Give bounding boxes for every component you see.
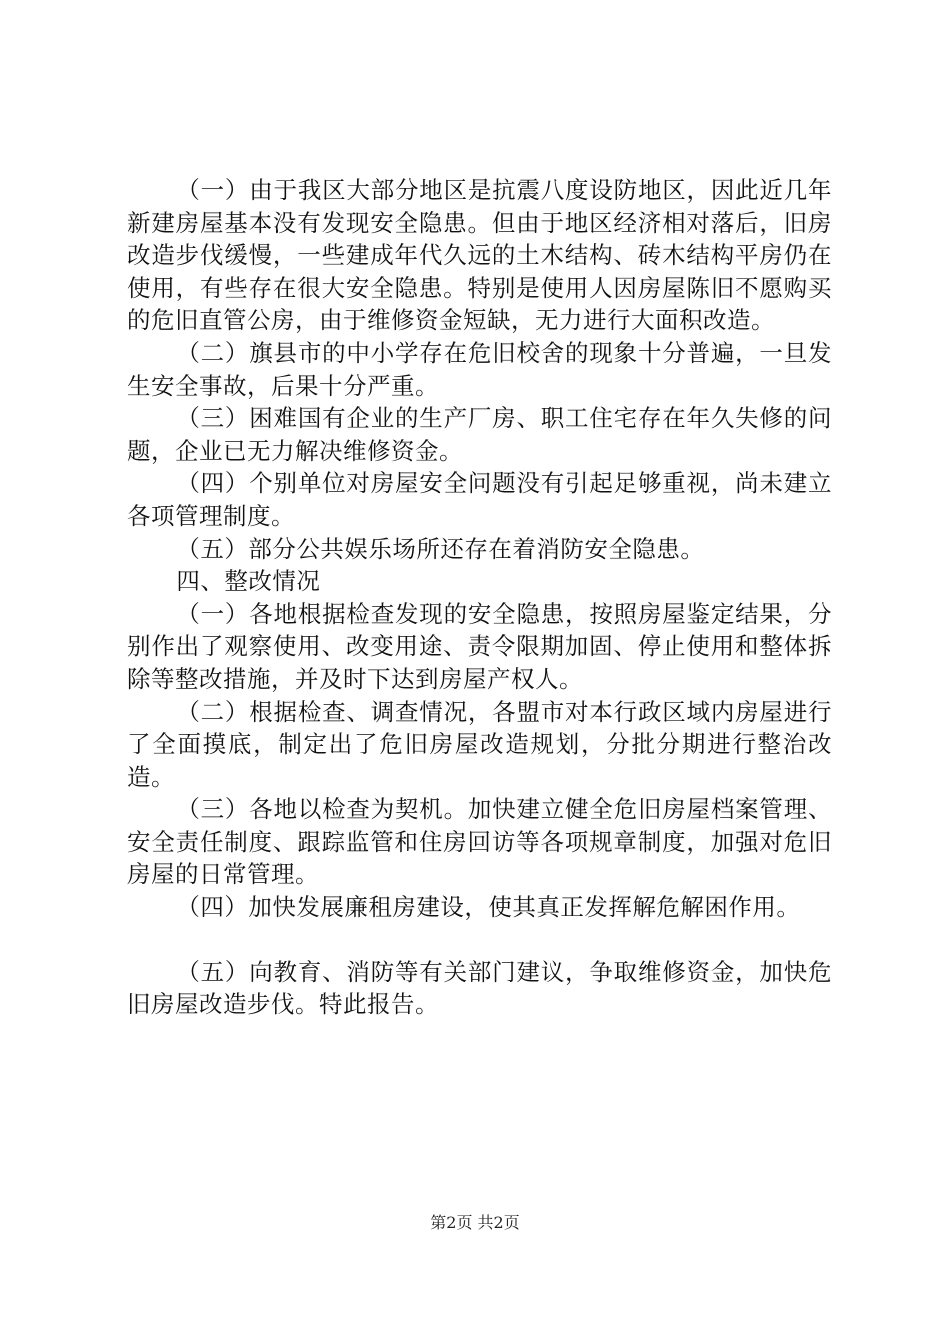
paragraph-issue-1: （一）由于我区大部分地区是抗震八度设防地区，因此近几年新建房屋基本没有发现安全隐患。但由于地区经济相对落后，旧房改造步伐缓慢，一些建成年代久远的土木结构、砖木结构平房仍在使用，有些存在很大安全隐患。特别是使用人因房屋陈旧不愿购买的危旧直管公房，由于维修资金短缺，无力进行大面积改造。 bbox=[127, 176, 832, 335]
paragraph-rectification-4: （四）加快发展廉租房建设，使其真正发挥解危解困作用。 bbox=[176, 893, 801, 922]
paragraph-issue-2: （二）旗县市的中小学存在危旧校舍的现象十分普遍，一旦发生安全事故，后果十分严重。 bbox=[127, 338, 832, 400]
page-number-footer: 第2页 共2页 bbox=[430, 1213, 520, 1232]
paragraph-rectification-3: （三）各地以检查为契机。加快建立健全危旧房屋档案管理、安全责任制度、跟踪监管和住房回访等各项规章制度，加强对危旧房屋的日常管理。 bbox=[127, 795, 832, 889]
paragraph-issue-3: （三）困难国有企业的生产厂房、职工住宅存在年久失修的问题，企业已无力解决维修资金。 bbox=[127, 404, 832, 465]
paragraph-issue-4: （四）个别单位对房屋安全问题没有引起足够重视，尚未建立各项管理制度。 bbox=[127, 469, 832, 530]
section-heading-rectification: 四、整改情况 bbox=[176, 567, 321, 596]
paragraph-issue-5: （五）部分公共娱乐场所还存在着消防安全隐患。 bbox=[176, 534, 705, 563]
paragraph-rectification-2: （二）根据检查、调查情况，各盟市对本行政区域内房屋进行了全面摸底，制定出了危旧房屋改造规划，分批分期进行整治改造。 bbox=[127, 697, 832, 791]
paragraph-rectification-5: （五）向教育、消防等有关部门建议，争取维修资金，加快危旧房屋改造步伐。特此报告。 bbox=[127, 957, 832, 1019]
document-body bbox=[127, 174, 832, 1021]
paragraph-rectification-1: （一）各地根据检查发现的安全隐患，按照房屋鉴定结果，分别作出了观察使用、改变用途、责令限期加固、停止使用和整体拆除等整改措施，并及时下达到房屋产权人。 bbox=[127, 599, 832, 693]
